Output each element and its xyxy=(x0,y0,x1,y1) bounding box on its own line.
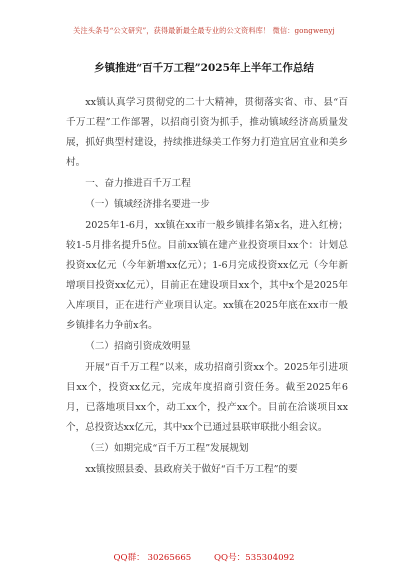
paragraph: xx镇按照县委、县政府关于做好“百千万工程”的要 xyxy=(85,464,298,475)
header-banner: 关注头条号“公文研究”，获得最新最全最专业的公文资料库！ 微信：gongwenyj xyxy=(73,26,335,35)
document-body xyxy=(66,93,348,480)
footer-qq-group: QQ群： 30265665 xyxy=(113,553,192,563)
subsection-heading: （二）招商引资成效明显 xyxy=(85,341,191,352)
subsection-heading: （一）镇域经济排名要进一步 xyxy=(85,199,210,210)
paragraph: 开展“百千万工程”以来，成功招商引资xx个。2025年引进项目xx个，投资xx亿元，完成年度招商引资任务。截至2025年6月，已落地项目xx个，动工xx个，投产xx个。目前在洽谈项目xx个，总投资达xx亿元，其中xx个已通过县联审联批小组会议。 xyxy=(66,362,348,433)
footer-qq-number: QQ号：535304092 xyxy=(214,553,295,563)
document-title: 乡镇推进“百千万工程”2025年上半年工作总结 xyxy=(94,62,314,74)
subsection-heading: （三）如期完成“百千万工程”发展规划 xyxy=(85,443,249,454)
section-heading: 一、奋力推进百千万工程 xyxy=(85,178,191,189)
paragraph-intro: xx镇认真学习贯彻党的二十大精神，贯彻落实省、市、县“百千万工程”工作部署，以招商引资为抓手，推动镇域经济高质量发展，抓好典型村建设，持续推进绿美工作努力打造宜居宜业和美乡村。 xyxy=(66,97,348,168)
footer-contact xyxy=(0,551,408,563)
paragraph: 2025年1-6月，xx镇在xx市一般乡镇排名第x名，进入红榜；较1-5月排名提升5位。目前xx镇在建产业投资项目xx个：计划总投资xx亿元（今年新增xx亿元）；1-6月完成投资xx亿元（今年新增项目投资xx亿元），目前正在建设项目xx个，其中x个是2025年入库项目，正在进行产业项目认定。xx镇在2025年底在xx市一般乡镇排名力争前x名。 xyxy=(66,220,348,331)
